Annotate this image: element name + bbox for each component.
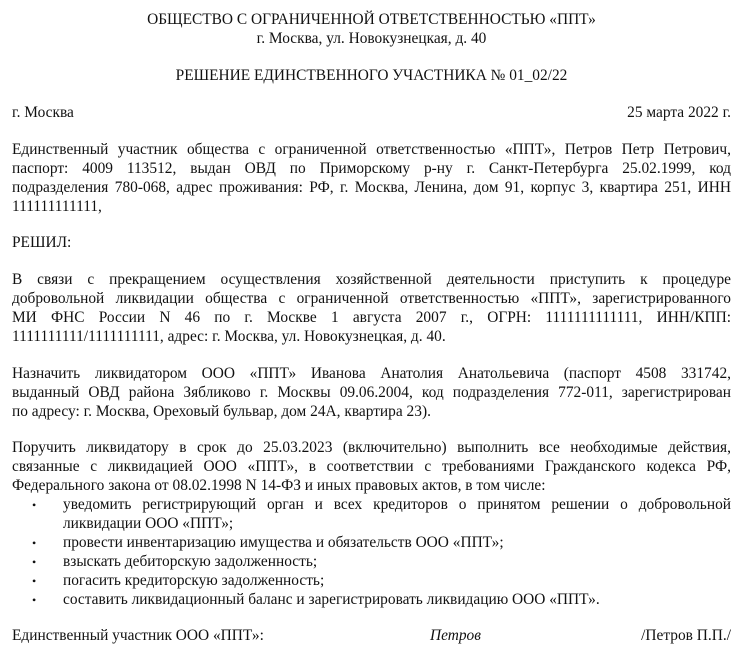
decided-label: РЕШИЛ: [12, 234, 72, 251]
bullet-icon: • [32, 555, 37, 569]
list-item-text: взыскать дебиторскую задолженность; [63, 553, 318, 570]
paragraph-line: выданный ОВД района Зябликово г. Москвы 09.06.2004, код подразделения 772-011, зарегистрирован [12, 384, 731, 401]
paragraph-line: по адресу: г. Москва, Ореховый бульвар, дом 24А, квартира 23). [12, 403, 431, 420]
paragraph-line: связанные с ликвидацией ООО «ППТ», в соответствии с требованиями Гражданского кодекса РФ, [12, 458, 731, 475]
paragraph-line: МИ ФНС России N 46 по г. Москве 1 августа 2007 г., ОГРН: 1111111111111, ИНН/КПП: [12, 309, 731, 326]
bullet-icon: • [32, 574, 37, 588]
intro-line: Единственный участник общества с ограниченной ответственностью «ППТ», Петров Петр Петрович, [12, 141, 731, 158]
list-item-text: составить ликвидационный баланс и зарегистрировать ликвидацию ООО «ППТ». [63, 591, 600, 608]
bullet-icon: • [32, 593, 37, 607]
paragraph-line: Назначить ликвидатором ООО «ППТ» Иванова Анатолия Анатольевича (паспорт 4508 331742, [12, 365, 731, 382]
signature-label: Единственный участник ООО «ППТ»: [12, 627, 264, 644]
city: г. Москва [12, 104, 74, 121]
paragraph-line: добровольной ликвидации общества с ограниченной ответственностью «ППТ», зарегистрированного [12, 290, 731, 307]
intro-line: 111111111111, [12, 198, 102, 215]
list-item-text: ликвидации ООО «ППТ»; [63, 515, 234, 532]
list-item-text: провести инвентаризацию имущества и обязательств ООО «ППТ»; [63, 534, 504, 551]
company-address: г. Москва, ул. Новокузнецкая, д. 40 [256, 30, 487, 47]
signatory-name: /Петров П.П./ [641, 627, 731, 644]
bullet-icon: • [32, 498, 37, 512]
handwritten-signature: Петров [430, 627, 481, 644]
intro-line: паспорт: 4009 113512, выдан ОВД по Приморскому р-ну г. Санкт-Петербурга 25.02.1999, код [12, 160, 731, 177]
company-name: ОБЩЕСТВО С ОГРАНИЧЕННОЙ ОТВЕТСТВЕННОСТЬЮ «ППТ» [147, 11, 596, 28]
document-title: РЕШЕНИЕ ЕДИНСТВЕННОГО УЧАСТНИКА № 01_02/22 [175, 67, 568, 84]
paragraph-line: Федерального закона от 08.02.1998 N 14-ФЗ и иных правовых актов, в том числе: [12, 477, 546, 494]
paragraph-line: Поручить ликвидатору в срок до 25.03.2023 (включительно) выполнить все необходимые действия, [12, 439, 731, 456]
place-date-row [12, 103, 731, 123]
paragraph-line: 1111111111/1111111111, адрес: г. Москва, ул. Новокузнецкая, д. 40. [12, 328, 446, 345]
paragraph-line: В связи с прекращением осуществления хозяйственной деятельности приступить к процедуре [12, 271, 731, 288]
bullet-icon: • [32, 536, 37, 550]
document-date: 25 марта 2022 г. [627, 104, 731, 121]
list-item-text: погасить кредиторскую задолженность; [63, 572, 325, 589]
intro-line: подразделения 780-068, адрес проживания: РФ, г. Москва, Ленина, дом 91, корпус 3, квартира 251, ИНН [12, 179, 731, 196]
list-item-text: уведомить регистрирующий орган и всех кредиторов о принятом решении о добровольной [63, 496, 731, 513]
